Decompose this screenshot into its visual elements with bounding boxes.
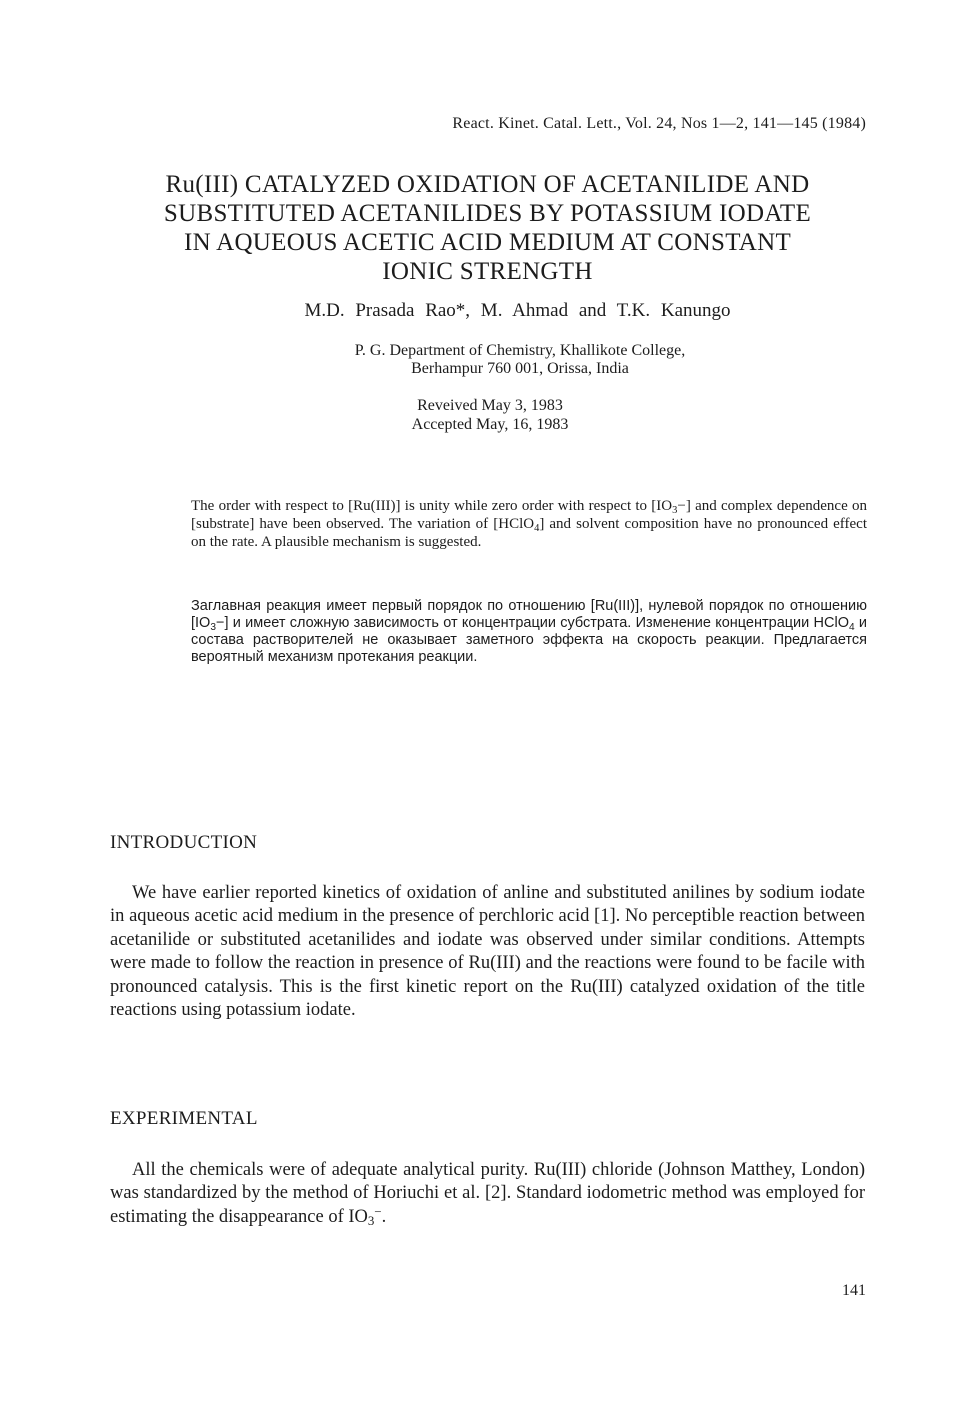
experimental-paragraph: [110, 1159, 865, 1229]
affiliation-line: P. G. Department of Chemistry, Khallikote College,: [354, 342, 686, 359]
abstract-text: −] and complex dependence on [substrate] have been observed. The variation of [HClO: [191, 498, 867, 532]
title-line: IN AQUEOUS ACETIC ACID MEDIUM AT CONSTANT: [183, 229, 792, 256]
page-number: 141: [842, 1282, 866, 1299]
abstract-text: ] and solvent composition have no pronounced effect on the rate. A plausible mechanism is suggested.: [191, 516, 868, 550]
accepted-date: Accepted May, 16, 1983: [411, 416, 569, 433]
affiliation: [200, 342, 840, 378]
subscript: 3: [672, 505, 678, 516]
title-line: SUBSTITUTED ACETANILIDES BY POTASSIUM IODATE: [163, 200, 812, 227]
experimental-heading: EXPERIMENTAL: [110, 1108, 258, 1129]
abstract-russian: [191, 598, 867, 666]
introduction-paragraph: We have earlier reported kinetics of oxidation of anline and substituted anilines by sodium iodate in aqueous acetic acid medium in the presence of perchloric acid [1]. No perceptible reaction between acetanilide or substituted acetanilides and iodate was observed under similar conditions. Attempts were made to follow the reaction in presence of Ru(III) and the reactions were found to be facile with pronounced catalysis. This is the first kinetic report on the Ru(III) catalyzed oxidation of the title reactions using potassium iodate.: [110, 883, 865, 1021]
abstract-text: Заглавная реакция имеет первый порядок по отношению [Ru(III)], нулевой порядок по отношению [IO: [191, 598, 867, 631]
article-title: [110, 170, 865, 286]
introduction-heading: INTRODUCTION: [110, 832, 258, 853]
title-line: IONIC STRENGTH: [382, 258, 593, 285]
paragraph-text: All the chemicals were of adequate analytical purity. Ru(III) chloride (Johnson Matthey, London) was standardized by the method of Horiuchi et al. [2]. Standard iodometric method was employed for estimating the disappearance of IO: [110, 1160, 865, 1227]
abstract-english: [191, 497, 867, 551]
subscript: 4: [534, 523, 540, 534]
subscript: 3: [210, 622, 216, 633]
abstract-text: −] и имеет сложную зависимость от концентрации субстрата. Изменение концентрации HClO: [215, 615, 849, 631]
title-line: Ru(III) CATALYZED OXIDATION OF ACETANILIDE AND: [165, 171, 810, 198]
journal-reference: React. Kinet. Catal. Lett., Vol. 24, Nos 1—2, 141—145 (1984): [452, 115, 866, 132]
abstract-text: The order with respect to [Ru(III)] is unity while zero order with respect to [IO: [191, 498, 673, 514]
abstract-text: и состава растворителей не оказывает заметного эффекта на скорость реакции. Предлагается вероятный механизм протекания реакции.: [191, 615, 867, 665]
authors: M.D. Prasada Rao*, M. Ahmad and T.K. Kanungo: [304, 300, 731, 321]
paragraph-text: .: [381, 1206, 387, 1227]
subscript: 4: [848, 622, 855, 633]
subscript: 3: [367, 1212, 375, 1228]
dates: [300, 396, 680, 434]
received-date: Reveived May 3, 1983: [417, 397, 563, 414]
affiliation-line: Berhampur 760 001, Orissa, India: [411, 360, 629, 377]
superscript: −: [374, 1203, 382, 1219]
